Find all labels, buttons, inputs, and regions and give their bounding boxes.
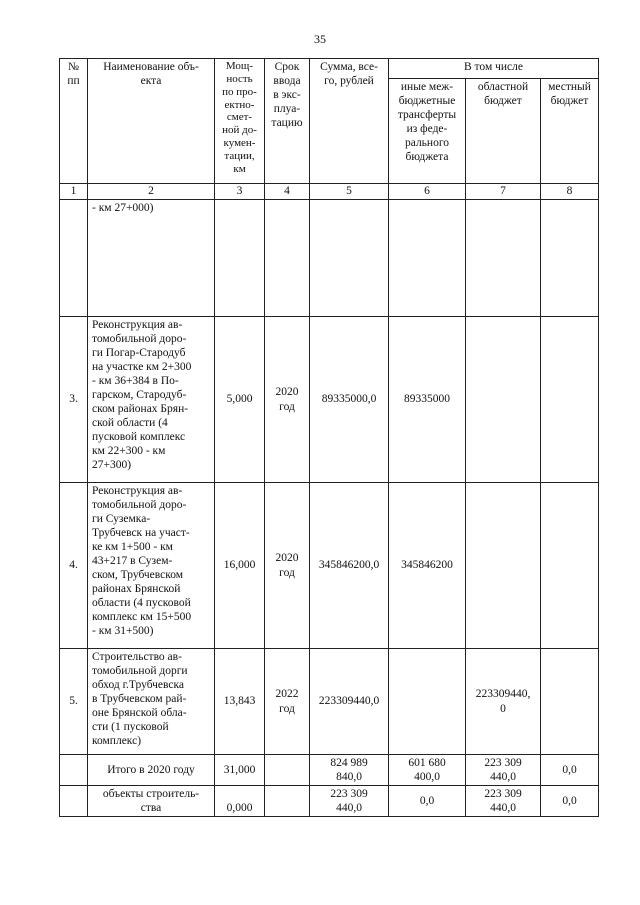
regional-cell <box>466 200 541 317</box>
object-name: Реконструкция ав- томобильной доро- ги Суземка- Трубчевск на участ- ке км 1+500 - км 43+217 в Сузем- ском, Трубчевском районах Брянской области (4 пусковой комплекс км 15+500 - км 31+500) <box>88 483 215 649</box>
federal-cell <box>389 200 466 317</box>
total-cell: 223 309 440,0 <box>310 786 389 817</box>
column-number: 4 <box>265 184 310 200</box>
column-number: 6 <box>389 184 466 200</box>
row-number <box>60 755 88 786</box>
header-row <box>60 59 599 79</box>
column-number: 8 <box>541 184 599 200</box>
local-cell <box>541 200 599 317</box>
year-cell: 2022 год <box>265 649 310 755</box>
year-cell <box>265 200 310 317</box>
capacity-cell: 5,000 <box>215 317 265 483</box>
federal-cell <box>389 649 466 755</box>
total-cell: 824 989 840,0 <box>310 755 389 786</box>
header-federal: иные меж- бюджетные трансферты из феде- рального бюджета <box>389 79 466 184</box>
regional-cell: 223 309 440,0 <box>466 755 541 786</box>
local-cell <box>541 483 599 649</box>
federal-cell: 89335000 <box>389 317 466 483</box>
federal-cell: 601 680 400,0 <box>389 755 466 786</box>
header-name: Наименование объ- екта <box>88 59 215 184</box>
capacity-cell: 31,000 <box>215 755 265 786</box>
column-number: 2 <box>88 184 215 200</box>
header-total: Сумма, все- го, рублей <box>310 59 389 184</box>
header-local: местный бюджет <box>541 79 599 184</box>
row-number <box>60 200 88 317</box>
header-commissioning: Срок ввода в экс- плуа- тацию <box>265 59 310 184</box>
header-number: № пп <box>60 59 88 184</box>
regional-cell: 223 309 440,0 <box>466 786 541 817</box>
object-name: Реконструкция ав- томобильной доро- ги Погар-Стародуб на участке км 2+300 - км 36+384 в По- гарском, Стародуб- ском районах Брян- ской области (4 пусковой комплекс км 22+300 - км 27+300) <box>88 317 215 483</box>
total-cell <box>310 200 389 317</box>
regional-cell <box>466 483 541 649</box>
table-row <box>60 200 599 317</box>
row-number: 5. <box>60 649 88 755</box>
page-number: 35 <box>314 32 326 46</box>
object-name: - км 27+000) <box>88 200 215 317</box>
total-row <box>60 755 599 786</box>
regional-cell <box>466 317 541 483</box>
object-name: Строительство ав- томобильной дорги обход г.Трубчевска в Трубчевском рай- оне Брянской обла- сти (1 пусковой комплекс) <box>88 649 215 755</box>
header-capacity: Мощ- ность по про- ектно- смет- ной до- кумен- тации, км <box>215 59 265 184</box>
column-number: 7 <box>466 184 541 200</box>
header-group: В том числе <box>389 59 599 79</box>
object-name: объекты строитель- ства <box>88 786 215 817</box>
local-cell: 0,0 <box>541 786 599 817</box>
row-number: 4. <box>60 483 88 649</box>
federal-cell: 345846200 <box>389 483 466 649</box>
column-number: 1 <box>60 184 88 200</box>
federal-cell: 0,0 <box>389 786 466 817</box>
capacity-cell <box>215 200 265 317</box>
column-number: 5 <box>310 184 389 200</box>
table-row <box>60 483 599 649</box>
capacity-cell: 13,843 <box>215 649 265 755</box>
financing-table <box>59 58 599 817</box>
header-regional: областной бюджет <box>466 79 541 184</box>
object-name: Итого в 2020 году <box>88 755 215 786</box>
table-row <box>60 317 599 483</box>
year-cell <box>265 755 310 786</box>
column-number-row <box>60 184 599 200</box>
local-cell: 0,0 <box>541 755 599 786</box>
year-cell: 2020 год <box>265 317 310 483</box>
row-number <box>60 786 88 817</box>
regional-cell: 223309440, 0 <box>466 649 541 755</box>
subtotal-row <box>60 786 599 817</box>
local-cell <box>541 317 599 483</box>
total-cell: 223309440,0 <box>310 649 389 755</box>
row-number: 3. <box>60 317 88 483</box>
total-cell: 89335000,0 <box>310 317 389 483</box>
capacity-cell: 16,000 <box>215 483 265 649</box>
capacity-cell: 0,000 <box>215 786 265 817</box>
year-cell <box>265 786 310 817</box>
local-cell <box>541 649 599 755</box>
table-row <box>60 649 599 755</box>
total-cell: 345846200,0 <box>310 483 389 649</box>
column-number: 3 <box>215 184 265 200</box>
year-cell: 2020 год <box>265 483 310 649</box>
